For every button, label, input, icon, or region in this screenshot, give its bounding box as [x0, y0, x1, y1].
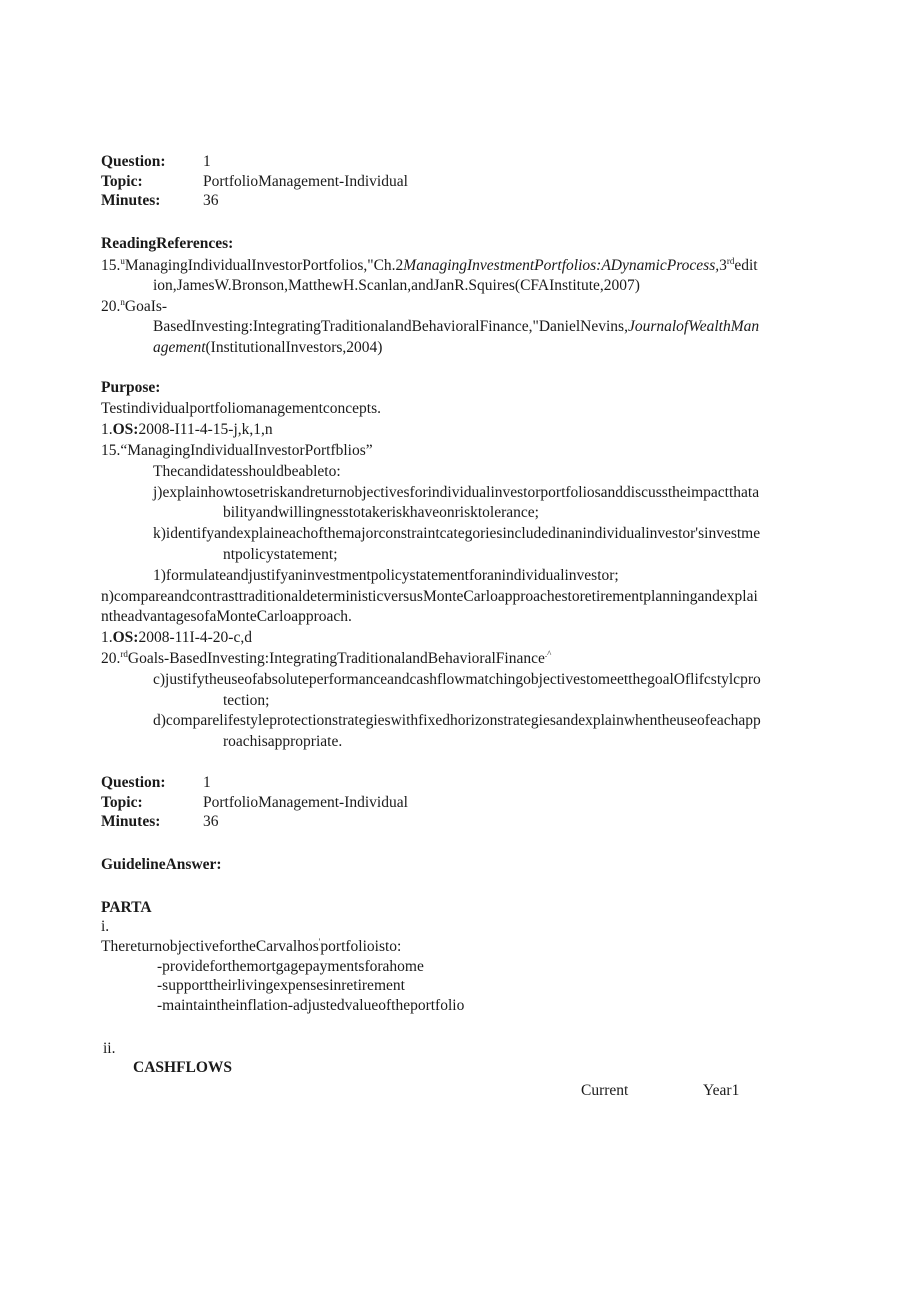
minutes-label: Minutes: — [101, 192, 161, 209]
minutes-value-2: 36 — [203, 813, 219, 830]
reading-reference-15: 15.$^u$ManagingIndividualInvestorPortfolios,"Ch.2ManagingInvestmentPortfolios:ADynamicProcess,3rdedit — [101, 255, 758, 274]
objective-bullet: -supporttheirlivingexpensesinretirement — [157, 977, 405, 994]
los-j: j)explainhowtosetriskandreturnobjectivesforindividualinvestorportfoliosanddiscusstheimpactthata — [153, 484, 760, 501]
minutes-label-2: Minutes: — [101, 813, 161, 830]
column-header-current: Current — [581, 1082, 629, 1099]
column-header-year1: Year1 — [703, 1082, 740, 1099]
part-a-heading: PARTA — [101, 899, 152, 916]
return-objective-intro: ThereturnobjectivefortheCarvalhos'portfolioisto: — [101, 936, 402, 955]
reading-references-heading: ReadingReferences: — [101, 235, 234, 252]
los-d: d)comparelifestyleprotectionstrategieswithfixedhorizonstrategiesandexplainwhentheuseofeachapp — [153, 712, 761, 729]
question-value-2: 1 — [203, 774, 211, 791]
question-label-2: Question: — [101, 774, 166, 791]
los-line-2: 1.OS:2008-11I-4-20-c,d — [101, 629, 252, 646]
guideline-answer-heading: GuidelineAnswer: — [101, 856, 222, 873]
candidate-intro: Thecandidatesshouldbeableto: — [153, 463, 341, 480]
reading-reference-15-cont: ion,JamesW.Bronson,MatthewH.Scanlan,andJanR.Squires(CFAInstitute,2007) — [153, 277, 640, 294]
los-c-cont: tection; — [223, 692, 270, 709]
topic-value-2: PortfolioManagement-Individual — [203, 794, 408, 811]
los-c: c)justifytheuseofabsoluteperformanceandcashflowmatchingobjectivestomeetthegoalOflifcstylcpro — [153, 671, 761, 688]
reading-reference-20-cont: BasedInvesting:IntegratingTraditionalandBehavioralFinance,"DanielNevins,JournalofWealthMan — [153, 318, 760, 335]
reading-15-title: 15.“ManagingIndividualInvestorPortfblios” — [101, 442, 373, 459]
cashflows-heading: CASHFLOWS — [133, 1059, 233, 1076]
los-j-cont: bilityandwillingnesstotakeriskhaveonrisktolerance; — [223, 504, 539, 521]
purpose-text: Testindividualportfoliomanagementconcepts. — [101, 400, 381, 417]
los-k-cont: ntpolicystatement; — [223, 546, 338, 563]
question-label: Question: — [101, 153, 166, 170]
reading-20-title: 20.$^{rd}$Goals-BasedInvesting:IntegratingTraditionalandBehavioralFinance.^ — [101, 648, 552, 667]
los-d-cont: roachisappropriate. — [223, 733, 343, 750]
objective-bullet: -provideforthemortgagepaymentsforahome — [157, 958, 424, 975]
topic-label-2: Topic: — [101, 794, 143, 811]
reading-reference-20: 20.$^n$GoaIs- — [101, 296, 168, 315]
los-n: n)compareandcontrasttraditionaldeterministicversusMonteCarloapproachestoretirementplanningandexplai — [101, 588, 758, 605]
objective-bullet: -maintaintheinflation-adjustedvalueoftheportfolio — [157, 997, 465, 1014]
topic-value: PortfolioManagement-Individual — [203, 173, 408, 190]
reading-reference-20-cont2: agement(InstitutionalInvestors,2004) — [153, 339, 383, 356]
los-l: 1)formulateandjustifyaninvestmentpolicystatementforanindividualinvestor; — [153, 567, 619, 584]
roman-ii: ii. — [103, 1040, 116, 1057]
topic-label: Topic: — [101, 173, 143, 190]
purpose-heading: Purpose: — [101, 379, 161, 396]
minutes-value: 36 — [203, 192, 219, 209]
los-n-cont: ntheadvantagesofaMonteCarloapproach. — [101, 608, 352, 625]
los-k: k)identifyandexplaineachofthemajorconstraintcategoriesincludedinanindividualinvestor'sinvestme — [153, 525, 761, 542]
roman-i: i. — [101, 918, 110, 935]
los-line-1: 1.OS:2008-I11-4-15-j,k,1,n — [101, 421, 273, 438]
question-value: 1 — [203, 153, 211, 170]
